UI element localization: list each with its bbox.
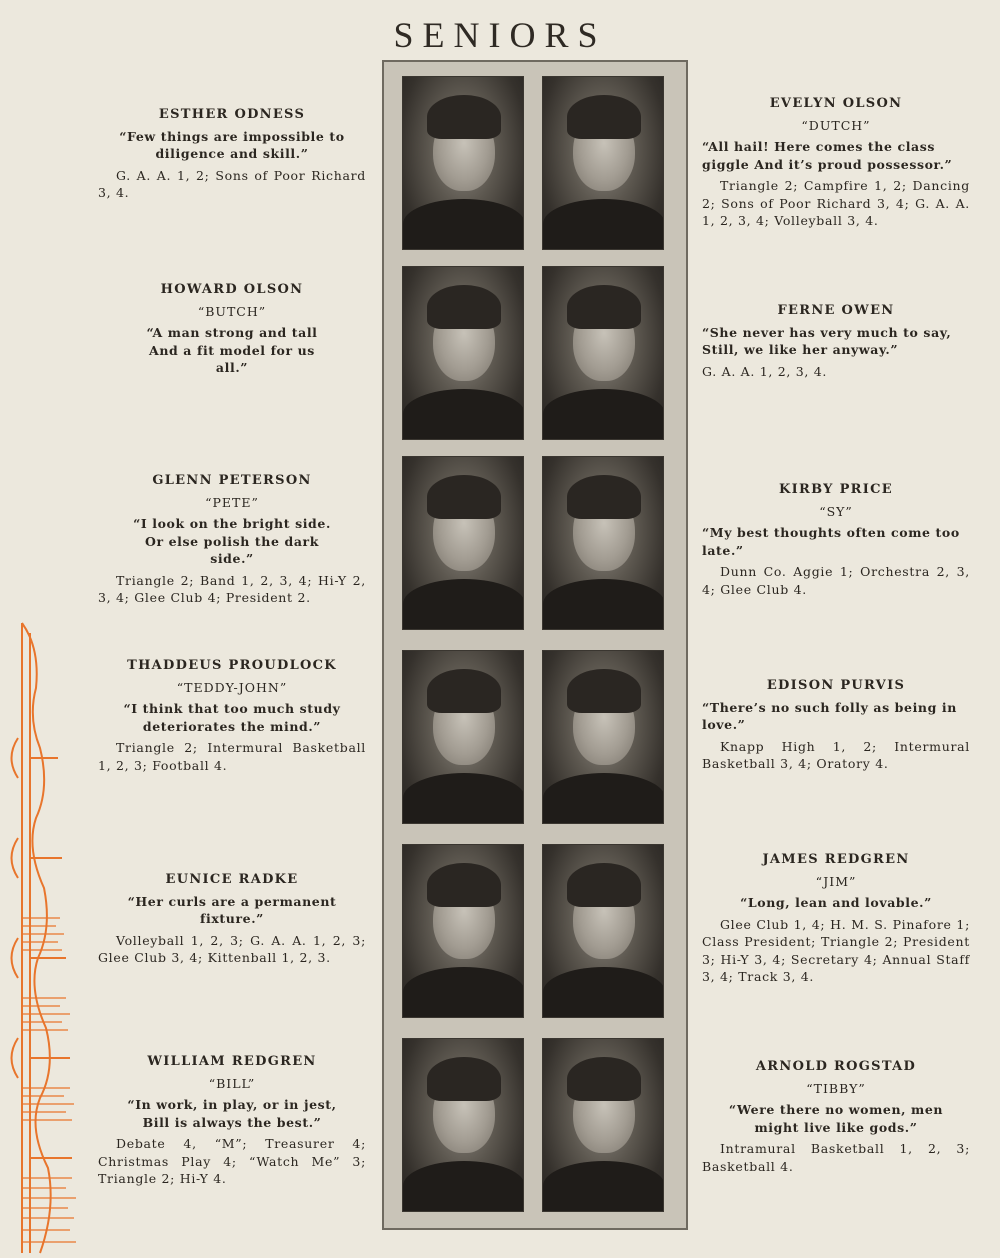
student-activities: Knapp High 1, 2; Intermural Basketball 3, 4; Oratory 4.	[702, 738, 970, 771]
student-quote: “I look on the bright side. Or else polish the dark side.”	[133, 516, 331, 566]
student-name: JAMES REDGREN	[762, 852, 910, 867]
student-nickname: “DUTCH”	[801, 117, 871, 133]
student-activities: Triangle 2; Band 1, 2, 3, 4; Hi-Y 2, 3, 4; Glee Club 4; President 2.	[98, 572, 366, 605]
bio-edison-purvis	[702, 677, 970, 773]
student-quote: “Were there no women, men might live like gods.”	[728, 1102, 944, 1135]
student-activities: Dunn Co. Aggie 1; Orchestra 2, 3, 4; Glee Club 4.	[702, 564, 970, 597]
student-name: GLENN PETERSON	[152, 473, 312, 488]
student-name: FERNE OWEN	[777, 303, 895, 318]
page-title: SENIORS	[393, 15, 607, 55]
student-name: ESTHER ODNESS	[158, 107, 306, 122]
portrait-photo	[402, 650, 524, 824]
student-activities: Triangle 2; Intermural Basketball 1, 2, 3; Football 4.	[98, 740, 366, 773]
student-activities: Volleyball 1, 2, 3; G. A. A. 1, 2, 3; Glee Club 3, 4; Kittenball 1, 2, 3.	[98, 932, 366, 965]
student-nickname: “SY”	[819, 503, 853, 519]
student-quote: “In work, in play, or in jest, Bill is always the best.”	[127, 1097, 337, 1130]
portrait-photo	[402, 76, 524, 250]
bio-glenn-peterson	[98, 472, 366, 607]
student-quote: “I think that too much study deteriorates the mind.”	[123, 701, 341, 734]
student-quote: “There’s no such folly as being in love.”	[702, 699, 957, 732]
portrait-photo	[402, 844, 524, 1018]
student-nickname: “BUTCH”	[197, 303, 267, 319]
bio-evelyn-olson	[702, 95, 970, 230]
student-name: WILLIAM REDGREN	[147, 1054, 317, 1069]
student-activities: Glee Club 1, 4; H. M. S. Pinafore 1; Class President; Triangle 2; President 3; Hi-Y 3, 4; Secretary 4; Annual Staff 3, 4; Track 3, 4.	[702, 916, 970, 984]
student-nickname: “PETE”	[205, 494, 259, 510]
student-nickname: “BILL”	[208, 1075, 256, 1091]
student-activities: Debate 4, “M”; Treasurer 4; Christmas Play 4; “Watch Me” 3; Triangle 2; Hi-Y 4.	[98, 1136, 366, 1186]
bio-james-redgren	[702, 851, 970, 986]
bio-thaddeus-proudlock	[98, 657, 366, 774]
student-quote: “Her curls are a permanent fixture.”	[127, 893, 337, 926]
portrait-photo	[402, 1038, 524, 1212]
student-quote: “A man strong and tall And a fit model for us all.”	[146, 325, 318, 375]
student-quote: “She never has very much to say, Still, we like her anyway.”	[702, 324, 952, 357]
bio-ferne-owen	[702, 302, 970, 380]
student-nickname: “TIBBY”	[806, 1080, 866, 1096]
student-name: ARNOLD ROGSTAD	[755, 1059, 917, 1074]
student-activities: G. A. A. 1, 2; Sons of Poor Richard 3, 4.	[98, 167, 366, 200]
bio-eunice-radke	[98, 871, 366, 967]
portrait-photo	[402, 266, 524, 440]
photo-panel	[382, 60, 688, 1230]
bio-howard-olson	[98, 281, 366, 381]
student-quote: “All hail! Here comes the class giggle And it’s proud possessor.”	[702, 139, 953, 172]
student-name: EVELYN OLSON	[769, 96, 903, 111]
student-quote: “My best thoughts often come too late.”	[702, 525, 960, 558]
student-activities: Triangle 2; Campfire 1, 2; Dancing 2; Sons of Poor Richard 3, 4; G. A. A. 1, 2, 3, 4; Volleyball 3, 4.	[702, 178, 970, 228]
student-nickname: “TEDDY-JOHN”	[176, 679, 288, 695]
portrait-photo	[542, 76, 664, 250]
portrait-photo	[402, 456, 524, 630]
student-name: KIRBY PRICE	[779, 482, 893, 497]
student-name: EDISON PURVIS	[766, 678, 906, 693]
student-name: THADDEUS PROUDLOCK	[127, 658, 337, 673]
student-name: EUNICE RADKE	[165, 872, 299, 887]
student-name: HOWARD OLSON	[160, 282, 304, 297]
portrait-photo	[542, 266, 664, 440]
decorative-border-ornament	[0, 618, 80, 1258]
student-activities: Intramural Basketball 1, 2, 3; Basketball 4.	[702, 1141, 970, 1174]
bio-william-redgren	[98, 1053, 366, 1188]
student-nickname: “JIM”	[815, 873, 857, 889]
bio-kirby-price	[702, 481, 970, 598]
student-quote: “Long, lean and lovable.”	[740, 895, 932, 910]
portrait-photo	[542, 1038, 664, 1212]
portrait-photo	[542, 844, 664, 1018]
bio-arnold-rogstad	[702, 1058, 970, 1175]
student-activities: G. A. A. 1, 2, 3, 4.	[702, 363, 828, 379]
portrait-photo	[542, 456, 664, 630]
bio-esther-odness	[98, 106, 366, 202]
portrait-photo	[542, 650, 664, 824]
student-quote: “Few things are impossible to diligence and skill.”	[119, 128, 345, 161]
